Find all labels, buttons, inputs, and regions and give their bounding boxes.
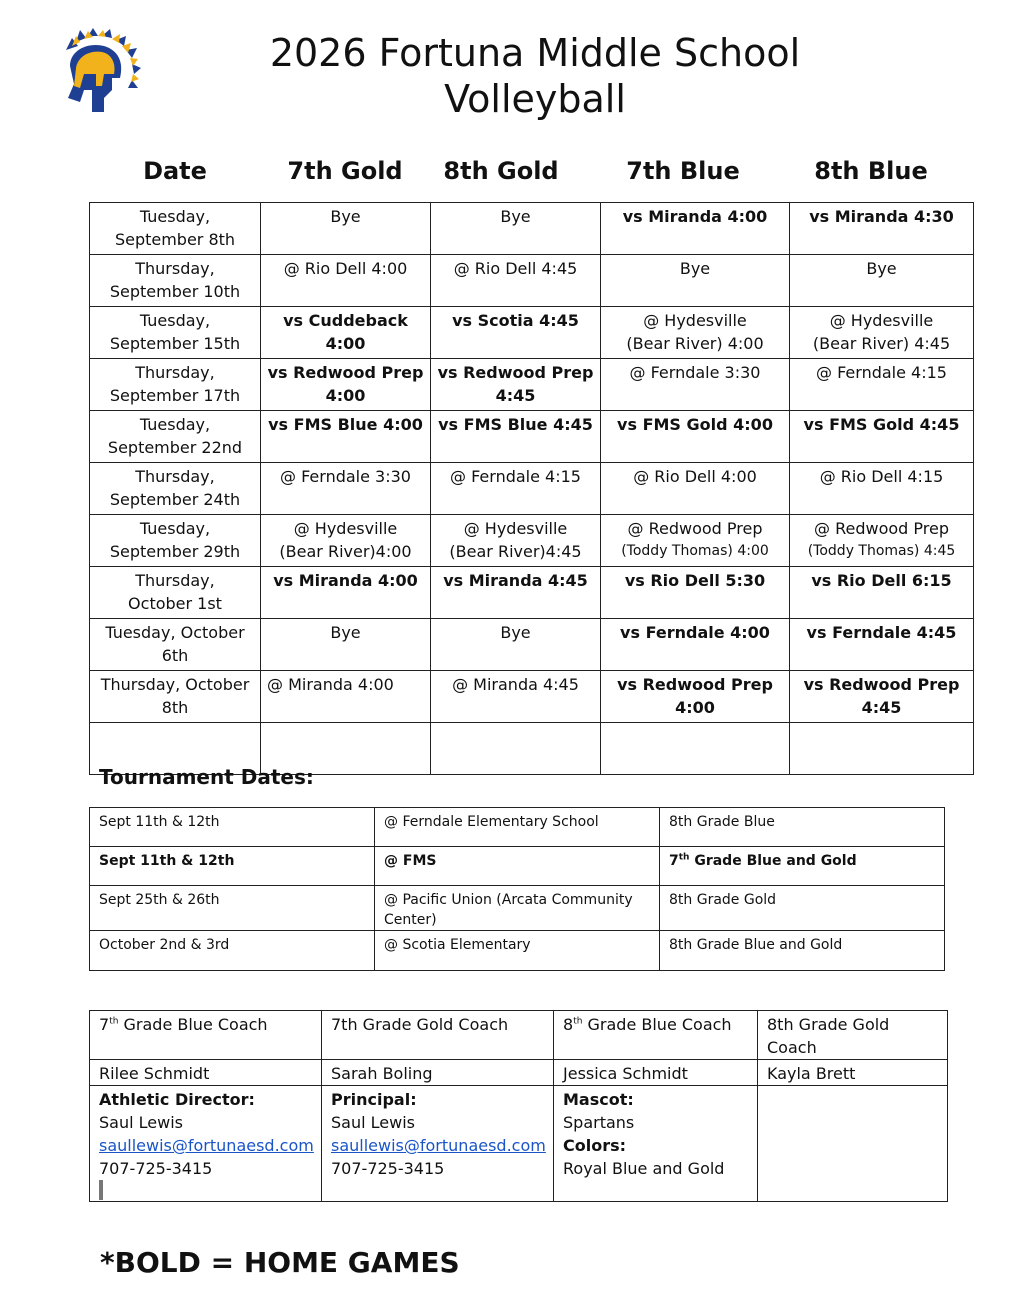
cell-line: 8th [161, 698, 189, 717]
game-7th-gold [261, 515, 431, 567]
game-7th-blue [601, 411, 790, 463]
cell-line: 4:45 [861, 698, 902, 717]
cell-line: @ Hydesville [829, 311, 934, 330]
cell-line: @ Ferndale 4:15 [816, 363, 947, 382]
game-8th-gold [431, 567, 601, 619]
game-8th-gold [431, 203, 601, 255]
tournament-team: 8th Grade Blue and Gold [660, 931, 945, 971]
tournament-location: @ Ferndale Elementary School [375, 808, 660, 847]
game-7th-blue [601, 619, 790, 671]
cell-line: September 22nd [107, 438, 243, 457]
coach-name: Jessica Schmidt [554, 1060, 758, 1086]
schedule-date [90, 463, 261, 515]
game-7th-gold [261, 359, 431, 411]
game-8th-gold [431, 671, 601, 723]
cell-line: vs Miranda 4:00 [273, 571, 418, 590]
cell-line: @ Rio Dell 4:00 [283, 259, 408, 278]
table-row [90, 411, 974, 463]
game-7th-blue [601, 671, 790, 723]
cell-line: October 1st [128, 594, 222, 613]
cell-line: 6th [161, 646, 189, 665]
game-8th-blue [790, 515, 974, 567]
cell-line: vs Ferndale 4:45 [806, 623, 957, 642]
cell-line: (Toddy Thomas) 4:45 [807, 543, 956, 559]
cell-line: vs Scotia 4:45 [452, 311, 579, 330]
game-7th-gold [261, 203, 431, 255]
principal-email-link[interactable]: saullewis@fortunaesd.com [331, 1136, 546, 1155]
cell-line: (Bear River)4:00 [279, 542, 412, 561]
cell-line: Tuesday, [139, 415, 211, 434]
coach-name-row [90, 1060, 948, 1086]
mascot-cell [554, 1086, 758, 1202]
page-title: 2026 Fortuna Middle School Volleyball [269, 31, 801, 121]
game-8th-blue [790, 307, 974, 359]
cell-line: Thursday, [135, 467, 215, 486]
cell-line: vs FMS Blue 4:45 [438, 415, 593, 434]
game-8th-blue [790, 463, 974, 515]
cell-line: September 29th [109, 542, 241, 561]
coach-header: 7th Grade Gold Coach [322, 1011, 554, 1060]
tournament-team: 8th Grade Blue [660, 808, 945, 847]
cell-line: Tuesday, [139, 311, 211, 330]
cell-line: Bye [679, 259, 711, 278]
cell-line: @ Rio Dell 4:15 [819, 467, 944, 486]
cell-line: Bye [500, 207, 531, 226]
cell-line: Tuesday, [139, 207, 211, 226]
table-row [90, 463, 974, 515]
cell-line: vs Redwood Prep [803, 675, 960, 694]
athletic-director-cell [90, 1086, 322, 1202]
game-7th-gold [261, 411, 431, 463]
game-8th-blue [790, 359, 974, 411]
cell-line: September 24th [109, 490, 241, 509]
game-7th-gold [261, 463, 431, 515]
tournament-date: October 2nd & 3rd [90, 931, 375, 971]
contact-row [90, 1086, 948, 1202]
coach-name: Rilee Schmidt [90, 1060, 322, 1086]
game-8th-blue [790, 203, 974, 255]
game-7th-gold [261, 307, 431, 359]
schedule-date [90, 567, 261, 619]
cell-line: (Bear River)4:45 [449, 542, 582, 561]
cell-line: Bye [330, 623, 361, 642]
mascot-value: Spartans [563, 1113, 635, 1132]
game-7th-blue [601, 463, 790, 515]
principal-phone: 707-725-3415 [331, 1159, 445, 1178]
game-8th-gold [431, 619, 601, 671]
cell-line: vs Miranda 4:45 [443, 571, 588, 590]
game-7th-gold [261, 567, 431, 619]
colors-label: Colors: [563, 1136, 627, 1155]
mascot-label: Mascot: [563, 1090, 634, 1109]
cell-line: @ Miranda 4:45 [452, 675, 579, 694]
table-row [90, 359, 974, 411]
text-cursor [99, 1180, 103, 1200]
game-8th-blue [790, 411, 974, 463]
game-7th-blue [601, 359, 790, 411]
cell-line: Thursday, [135, 363, 215, 382]
game-8th-gold [431, 359, 601, 411]
cell-line: @ Miranda 4:00 [267, 675, 394, 694]
principal-name: Saul Lewis [331, 1113, 415, 1132]
principal-cell [322, 1086, 554, 1202]
athletic-director-phone: 707-725-3415 [99, 1159, 213, 1178]
cell-line: vs Redwood Prep [437, 363, 594, 382]
cell-line: 4:45 [495, 386, 536, 405]
cell-line: vs FMS Gold 4:00 [617, 415, 773, 434]
coach-name: Sarah Boling [322, 1060, 554, 1086]
tournament-date: Sept 11th & 12th [90, 847, 375, 886]
game-7th-blue [601, 255, 790, 307]
cell-line: vs Miranda 4:00 [622, 207, 768, 226]
header-7th-blue: 7th Blue [626, 157, 740, 185]
schedule-date [90, 359, 261, 411]
game-7th-blue [601, 307, 790, 359]
cell-line: vs Ferndale 4:00 [620, 623, 770, 642]
game-7th-gold [261, 255, 431, 307]
empty-cell [431, 723, 601, 775]
schedule-date [90, 203, 261, 255]
cell-line: @ Ferndale 4:15 [450, 467, 581, 486]
table-row [90, 886, 945, 931]
athletic-director-label: Athletic Director: [99, 1090, 255, 1109]
cell-line: (Bear River) 4:45 [812, 334, 951, 353]
schedule-date [90, 307, 261, 359]
cell-line: @ Ferndale 3:30 [280, 467, 411, 486]
cell-line: vs Cuddeback 4:00 [283, 311, 408, 353]
game-7th-blue [601, 515, 790, 567]
coach-name: Kayla Brett [758, 1060, 948, 1086]
cell-line: Tuesday, October [105, 623, 245, 642]
header-8th-gold: 8th Gold [443, 157, 559, 185]
game-8th-gold [431, 255, 601, 307]
coach-header: 8th Grade Blue Coach [554, 1011, 758, 1060]
game-8th-blue [790, 255, 974, 307]
cell-line: vs Redwood Prep [267, 363, 424, 382]
tournament-team: 7th Grade Blue and Gold [660, 847, 945, 886]
schedule-date [90, 515, 261, 567]
spartan-logo [58, 28, 142, 114]
cell-line: (Bear River) 4:00 [626, 334, 764, 353]
cell-line: 4:00 [675, 698, 715, 717]
cell-line: vs FMS Blue 4:00 [268, 415, 423, 434]
tournament-date: Sept 11th & 12th [90, 808, 375, 847]
empty-cell [601, 723, 790, 775]
empty-cell [758, 1086, 948, 1202]
table-row [90, 931, 945, 971]
cell-line: Bye [866, 259, 897, 278]
cell-line: Thursday, [135, 259, 215, 278]
tournament-table [89, 807, 945, 971]
table-row [90, 847, 945, 886]
game-7th-gold [261, 671, 431, 723]
athletic-director-name: Saul Lewis [99, 1113, 183, 1132]
cell-line: @ Hydesville [643, 311, 747, 330]
cell-line: Tuesday, [139, 519, 211, 538]
game-8th-blue [790, 671, 974, 723]
schedule-column-headers [0, 156, 1010, 190]
cell-line: September 8th [114, 230, 236, 249]
table-row [90, 808, 945, 847]
cell-line: Thursday, [135, 571, 215, 590]
coach-contact-table [89, 1010, 948, 1202]
tournament-team: 8th Grade Gold [660, 886, 945, 931]
cell-line: September 17th [109, 386, 241, 405]
athletic-director-email-link[interactable]: saullewis@fortunaesd.com [99, 1136, 314, 1155]
schedule-date [90, 619, 261, 671]
game-7th-blue [601, 567, 790, 619]
cell-line: Bye [500, 623, 531, 642]
cell-line: 4:00 [325, 386, 366, 405]
cell-line: vs Rio Dell 6:15 [811, 571, 952, 590]
cell-line: vs Redwood Prep [617, 675, 773, 694]
table-row [90, 203, 974, 255]
coach-header-row [90, 1011, 948, 1060]
table-row [90, 307, 974, 359]
coach-header: 8th Grade Gold Coach [758, 1011, 948, 1060]
cell-line: @ Redwood Prep [627, 519, 763, 538]
tournament-location: @ FMS [375, 847, 660, 886]
header-7th-gold: 7th Gold [287, 157, 403, 185]
game-8th-blue [790, 567, 974, 619]
home-games-legend: *BOLD = HOME GAMES [100, 1246, 460, 1279]
tournament-title: Tournament Dates: [99, 765, 314, 789]
cell-line: @ Rio Dell 4:45 [453, 259, 578, 278]
table-row [90, 255, 974, 307]
schedule-table [89, 202, 974, 775]
coach-header: 7th Grade Blue Coach [90, 1011, 322, 1060]
game-8th-blue [790, 619, 974, 671]
game-7th-blue [601, 203, 790, 255]
cell-line: (Toddy Thomas) 4:00 [621, 543, 769, 559]
tournament-location: @ Scotia Elementary [375, 931, 660, 971]
game-8th-gold [431, 515, 601, 567]
game-8th-gold [431, 463, 601, 515]
table-row [90, 619, 974, 671]
cell-line: Bye [330, 207, 361, 226]
cell-line: @ Ferndale 3:30 [629, 363, 761, 382]
colors-value: Royal Blue and Gold [563, 1159, 725, 1178]
game-8th-gold [431, 411, 601, 463]
cell-line: September 10th [109, 282, 241, 301]
cell-line: September 15th [109, 334, 241, 353]
tournament-location: @ Pacific Union (Arcata Community Center) [375, 886, 660, 931]
table-row [90, 567, 974, 619]
cell-line: @ Redwood Prep [814, 519, 949, 538]
table-row [90, 515, 974, 567]
header-date: Date [143, 157, 207, 185]
cell-line: @ Hydesville [293, 519, 398, 538]
cell-line: @ Rio Dell 4:00 [633, 467, 757, 486]
game-7th-gold [261, 619, 431, 671]
schedule-date [90, 255, 261, 307]
table-row [90, 671, 974, 723]
cell-line: vs Rio Dell 5:30 [624, 571, 766, 590]
principal-label: Principal: [331, 1090, 417, 1109]
cell-line: @ Hydesville [463, 519, 568, 538]
schedule-date [90, 671, 261, 723]
empty-cell [790, 723, 974, 775]
schedule-date [90, 411, 261, 463]
cell-line: vs FMS Gold 4:45 [803, 415, 960, 434]
header-8th-blue: 8th Blue [814, 157, 928, 185]
tournament-date: Sept 25th & 26th [90, 886, 375, 931]
cell-line: vs Miranda 4:30 [809, 207, 954, 226]
cell-line: Thursday, October [100, 675, 250, 694]
game-8th-gold [431, 307, 601, 359]
